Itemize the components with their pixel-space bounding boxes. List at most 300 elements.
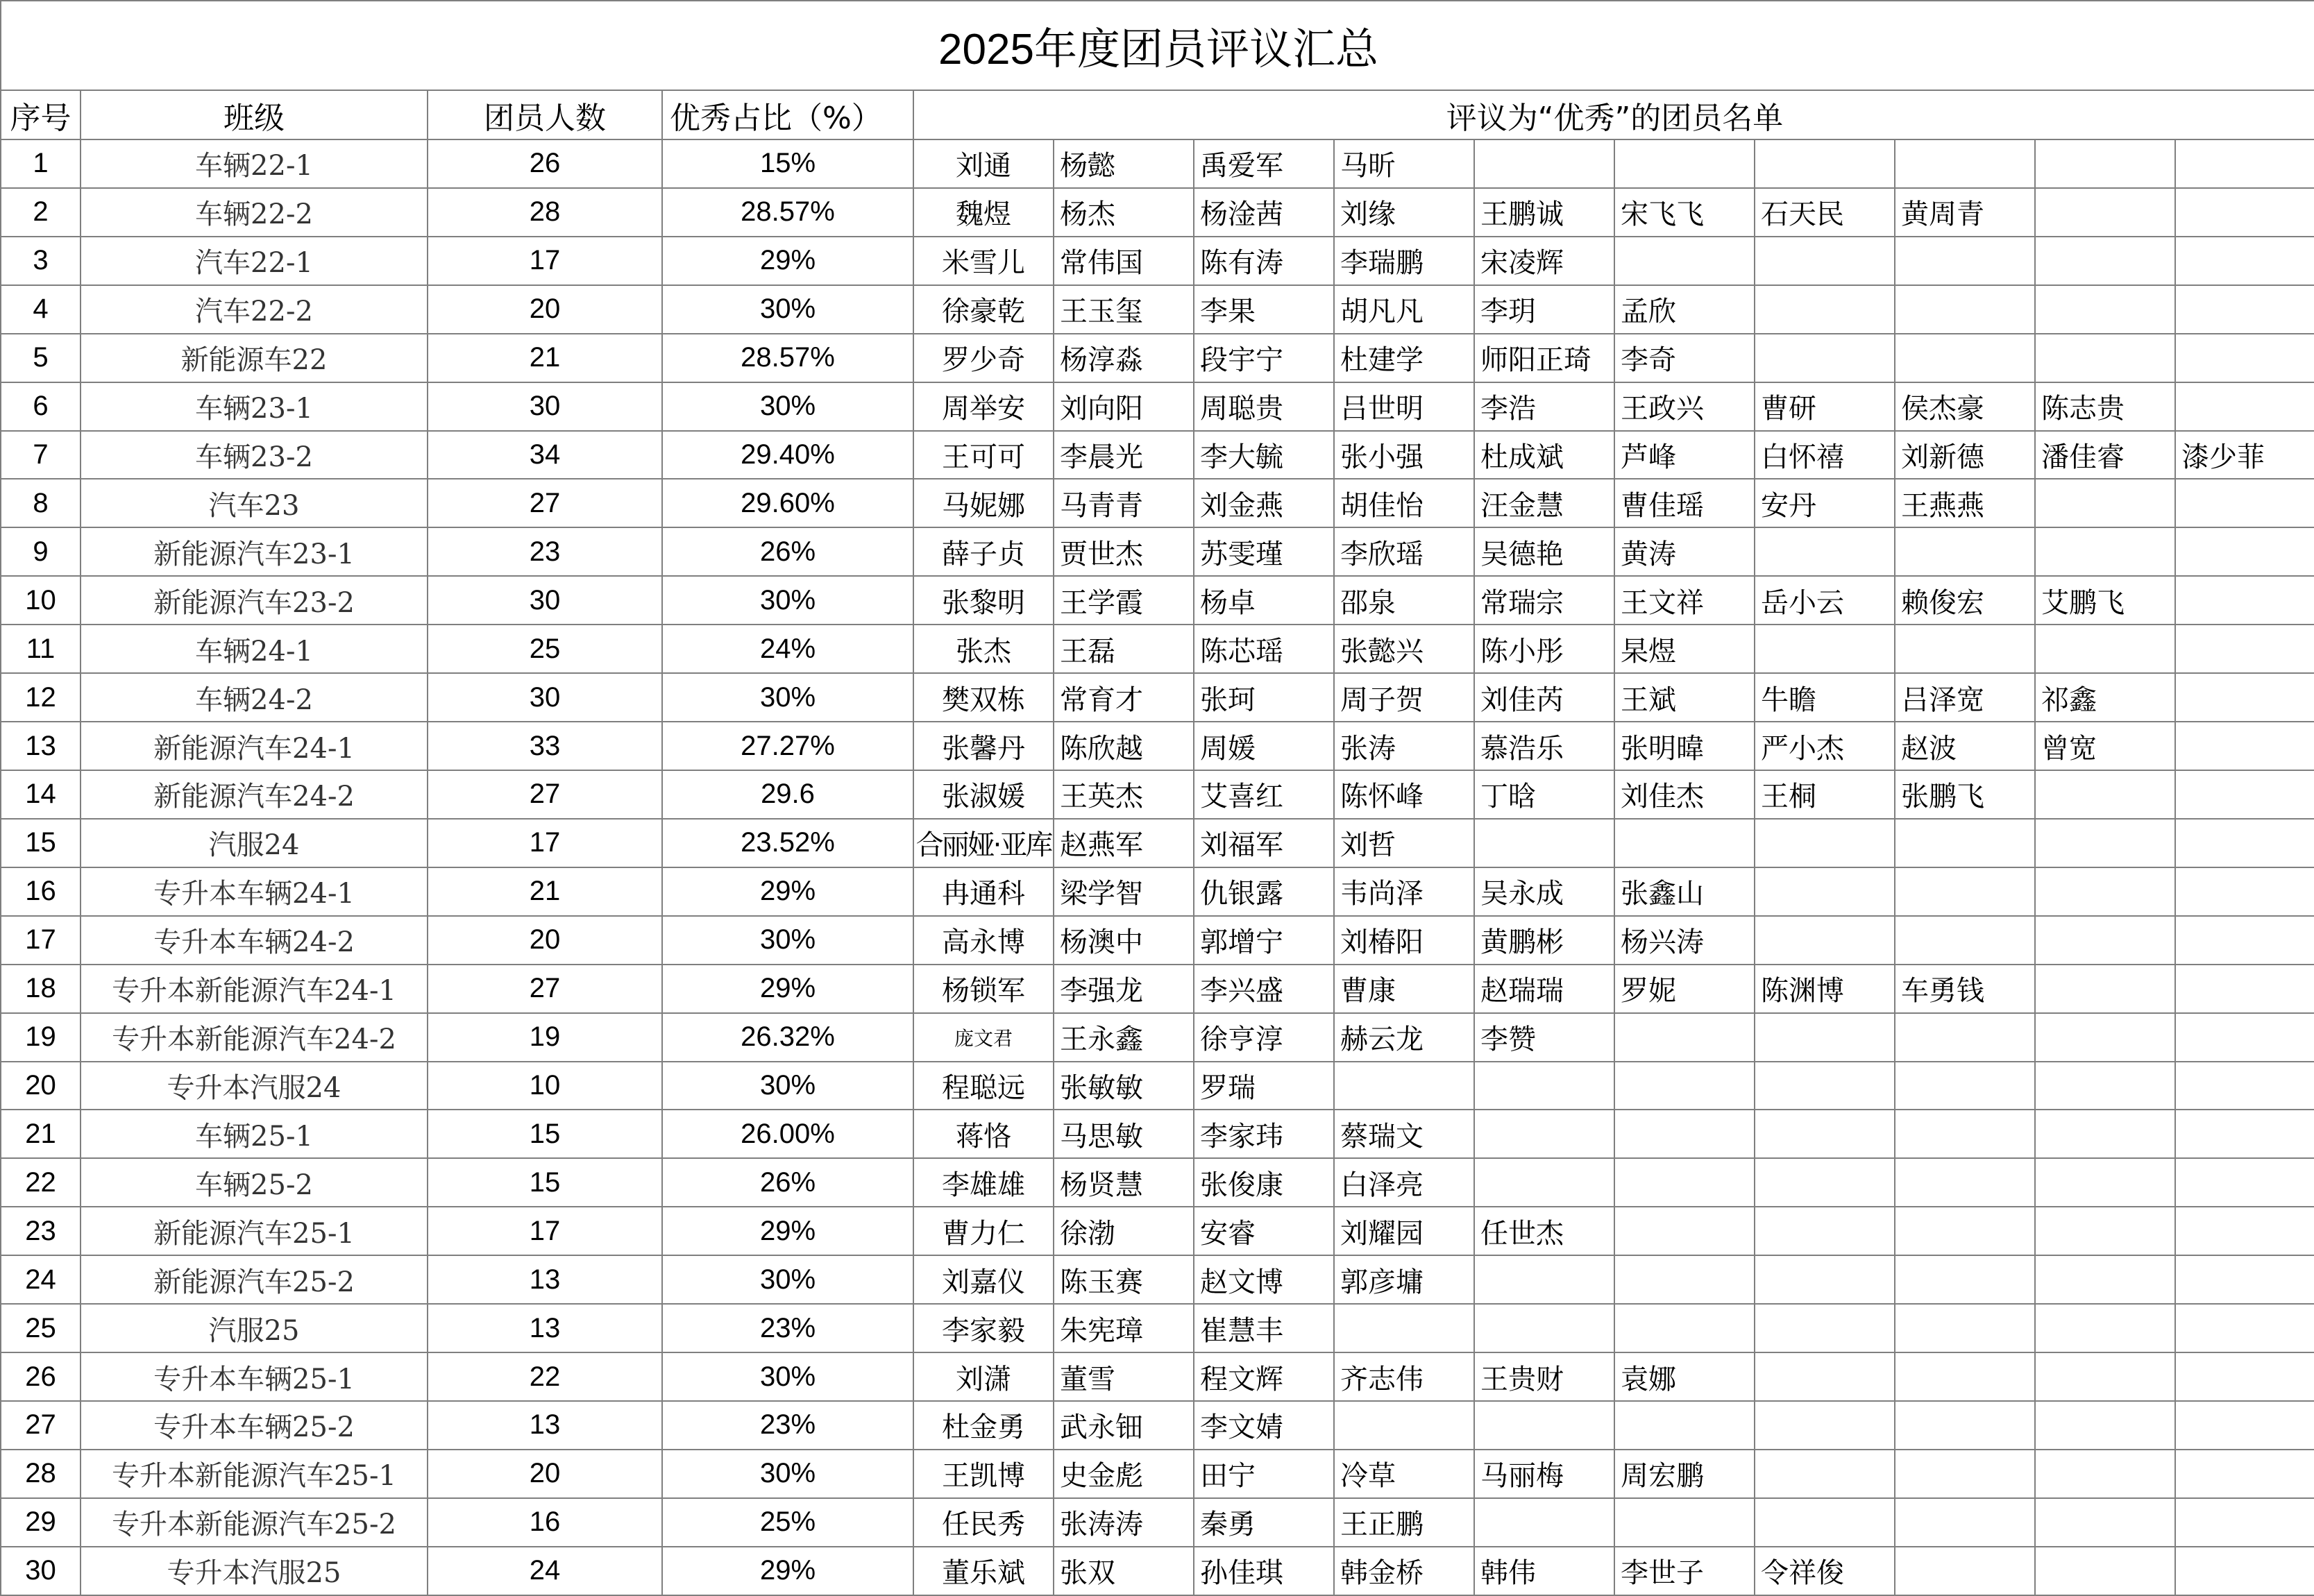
cell-name: 张懿兴 xyxy=(1334,625,1474,673)
cell-name: 祁鑫 xyxy=(2035,673,2175,722)
cell-name: 崔慧丰 xyxy=(1194,1304,1334,1352)
cell-count: 20 xyxy=(428,285,662,334)
cell-name: 段宇宁 xyxy=(1194,334,1334,382)
cell-name xyxy=(1474,1062,1614,1110)
cell-class: 专升本汽服24 xyxy=(81,1062,428,1110)
cell-name: 米雪儿 xyxy=(913,237,1054,285)
cell-name: 赵瑞瑞 xyxy=(1474,965,1614,1013)
cell-name: 马青青 xyxy=(1054,479,1194,527)
cell-name: 岳小云 xyxy=(1755,576,1895,625)
cell-name xyxy=(1755,1207,1895,1255)
cell-pct: 29% xyxy=(662,237,913,285)
cell-name xyxy=(2035,285,2175,334)
table-row xyxy=(1,1013,2314,1062)
cell-name xyxy=(2175,1207,2314,1255)
cell-name: 刘佳芮 xyxy=(1474,673,1614,722)
cell-name xyxy=(2175,1158,2314,1207)
cell-count: 13 xyxy=(428,1255,662,1304)
cell-name: 刘向阳 xyxy=(1054,382,1194,431)
cell-name xyxy=(2175,237,2314,285)
cell-class: 专升本车辆25-1 xyxy=(81,1352,428,1401)
cell-pct: 26% xyxy=(662,527,913,576)
cell-name xyxy=(1474,1498,1614,1547)
cell-count: 16 xyxy=(428,1498,662,1547)
cell-name: 王桐 xyxy=(1755,770,1895,819)
cell-class: 汽车22-1 xyxy=(81,237,428,285)
cell-class: 车辆23-1 xyxy=(81,382,428,431)
cell-name: 张涛涛 xyxy=(1054,1498,1194,1547)
cell-name: 漆少菲 xyxy=(2175,431,2314,479)
cell-seq: 13 xyxy=(1,722,81,770)
cell-name: 梁学智 xyxy=(1054,867,1194,916)
cell-name: 禹爱军 xyxy=(1194,139,1334,188)
cell-name xyxy=(2175,1255,2314,1304)
cell-name: 杨懿 xyxy=(1054,139,1194,188)
cell-name xyxy=(1895,1304,2035,1352)
cell-pct: 29.60% xyxy=(662,479,913,527)
cell-name xyxy=(2175,965,2314,1013)
cell-count: 24 xyxy=(428,1547,662,1595)
cell-seq: 18 xyxy=(1,965,81,1013)
cell-pct: 30% xyxy=(662,1062,913,1110)
cell-name: 杲煜 xyxy=(1614,625,1755,673)
cell-name: 马丽梅 xyxy=(1474,1450,1614,1498)
cell-name xyxy=(1474,1255,1614,1304)
cell-name xyxy=(1895,1352,2035,1401)
cell-name: 周举安 xyxy=(913,382,1054,431)
cell-pct: 23% xyxy=(662,1401,913,1450)
cell-name: 刘椿阳 xyxy=(1334,916,1474,965)
table-row xyxy=(1,1547,2314,1595)
cell-count: 30 xyxy=(428,576,662,625)
cell-name xyxy=(1895,1110,2035,1158)
table-row xyxy=(1,431,2314,479)
cell-name xyxy=(1755,1255,1895,1304)
cell-name: 马妮娜 xyxy=(913,479,1054,527)
cell-seq: 26 xyxy=(1,1352,81,1401)
cell-name: 刘潇 xyxy=(913,1352,1054,1401)
cell-name xyxy=(2175,770,2314,819)
cell-name: 冷草 xyxy=(1334,1450,1474,1498)
cell-name: 艾喜红 xyxy=(1194,770,1334,819)
cell-name xyxy=(1895,1450,2035,1498)
table-row xyxy=(1,527,2314,576)
cell-name: 宋凌辉 xyxy=(1474,237,1614,285)
table-row xyxy=(1,382,2314,431)
cell-seq: 2 xyxy=(1,188,81,237)
cell-name xyxy=(1474,139,1614,188)
cell-name xyxy=(2175,1110,2314,1158)
cell-seq: 4 xyxy=(1,285,81,334)
cell-class: 新能源汽车23-1 xyxy=(81,527,428,576)
cell-name: 胡佳怡 xyxy=(1334,479,1474,527)
cell-name: 武永钿 xyxy=(1054,1401,1194,1450)
cell-name xyxy=(2175,1401,2314,1450)
cell-name: 任世杰 xyxy=(1474,1207,1614,1255)
cell-name xyxy=(2175,1304,2314,1352)
cell-seq: 30 xyxy=(1,1547,81,1595)
cell-name: 周宏鹏 xyxy=(1614,1450,1755,1498)
cell-name: 王玉玺 xyxy=(1054,285,1194,334)
table-row xyxy=(1,1158,2314,1207)
cell-seq: 3 xyxy=(1,237,81,285)
cell-name: 郭增宁 xyxy=(1194,916,1334,965)
cell-name xyxy=(1614,139,1755,188)
cell-class: 专升本新能源汽车25-1 xyxy=(81,1450,428,1498)
cell-name xyxy=(2175,722,2314,770)
cell-name: 曹佳瑶 xyxy=(1614,479,1755,527)
cell-name xyxy=(1614,1304,1755,1352)
cell-class: 新能源汽车23-2 xyxy=(81,576,428,625)
cell-name: 安丹 xyxy=(1755,479,1895,527)
header-pct: 优秀占比（%） xyxy=(662,90,913,139)
cell-seq: 9 xyxy=(1,527,81,576)
cell-name: 白泽亮 xyxy=(1334,1158,1474,1207)
cell-name: 艾鹏飞 xyxy=(2035,576,2175,625)
cell-name: 秦勇 xyxy=(1194,1498,1334,1547)
cell-class: 专升本新能源汽车24-2 xyxy=(81,1013,428,1062)
cell-name: 史金彪 xyxy=(1054,1450,1194,1498)
cell-name: 刘通 xyxy=(913,139,1054,188)
cell-name: 张馨丹 xyxy=(913,722,1054,770)
cell-name xyxy=(1895,1498,2035,1547)
cell-name: 孙佳琪 xyxy=(1194,1547,1334,1595)
cell-name: 常育才 xyxy=(1054,673,1194,722)
cell-name: 贾世杰 xyxy=(1054,527,1194,576)
cell-name xyxy=(1334,1304,1474,1352)
cell-name xyxy=(1895,237,2035,285)
cell-class: 新能源汽车24-2 xyxy=(81,770,428,819)
cell-name: 王鹏诚 xyxy=(1474,188,1614,237)
cell-name: 张涛 xyxy=(1334,722,1474,770)
cell-class: 专升本新能源汽车25-2 xyxy=(81,1498,428,1547)
cell-name: 冉通科 xyxy=(913,867,1054,916)
table-row xyxy=(1,1062,2314,1110)
cell-name: 刘新德 xyxy=(1895,431,2035,479)
cell-name: 程文辉 xyxy=(1194,1352,1334,1401)
cell-name xyxy=(1614,1401,1755,1450)
cell-pct: 26.32% xyxy=(662,1013,913,1062)
cell-name xyxy=(1895,334,2035,382)
cell-pct: 30% xyxy=(662,673,913,722)
cell-name xyxy=(1614,1255,1755,1304)
cell-seq: 23 xyxy=(1,1207,81,1255)
table-row xyxy=(1,1255,2314,1304)
cell-name: 严小杰 xyxy=(1755,722,1895,770)
cell-seq: 20 xyxy=(1,1062,81,1110)
cell-name: 曾宽 xyxy=(2035,722,2175,770)
cell-class: 新能源汽车24-1 xyxy=(81,722,428,770)
cell-name: 韩伟 xyxy=(1474,1547,1614,1595)
cell-name: 赖俊宏 xyxy=(1895,576,2035,625)
cell-name: 徐渤 xyxy=(1054,1207,1194,1255)
table-row xyxy=(1,722,2314,770)
cell-name xyxy=(2175,625,2314,673)
cell-name xyxy=(2175,867,2314,916)
cell-seq: 27 xyxy=(1,1401,81,1450)
cell-name xyxy=(1755,139,1895,188)
cell-pct: 30% xyxy=(662,916,913,965)
cell-count: 25 xyxy=(428,625,662,673)
cell-name xyxy=(1895,527,2035,576)
cell-name: 张淑媛 xyxy=(913,770,1054,819)
cell-name xyxy=(2035,479,2175,527)
cell-name: 师阳正琦 xyxy=(1474,334,1614,382)
cell-name: 王凯博 xyxy=(913,1450,1054,1498)
cell-class: 车辆25-1 xyxy=(81,1110,428,1158)
cell-class: 车辆22-1 xyxy=(81,139,428,188)
cell-name: 周媛 xyxy=(1194,722,1334,770)
cell-count: 13 xyxy=(428,1401,662,1450)
cell-name: 胡凡凡 xyxy=(1334,285,1474,334)
cell-name: 黄涛 xyxy=(1614,527,1755,576)
cell-name xyxy=(1755,1013,1895,1062)
cell-name xyxy=(1755,527,1895,576)
cell-name xyxy=(1895,625,2035,673)
cell-name xyxy=(2175,188,2314,237)
cell-name xyxy=(2035,1110,2175,1158)
cell-name: 孟欣 xyxy=(1614,285,1755,334)
cell-name xyxy=(1614,1013,1755,1062)
cell-name xyxy=(1614,1158,1755,1207)
cell-name: 常瑞宗 xyxy=(1474,576,1614,625)
cell-name: 董雪 xyxy=(1054,1352,1194,1401)
cell-name: 马昕 xyxy=(1334,139,1474,188)
cell-name: 刘佳杰 xyxy=(1614,770,1755,819)
cell-name: 陈有涛 xyxy=(1194,237,1334,285)
cell-name: 杜金勇 xyxy=(913,1401,1054,1450)
cell-name xyxy=(2035,1547,2175,1595)
cell-name: 黄周青 xyxy=(1895,188,2035,237)
cell-class: 新能源汽车25-2 xyxy=(81,1255,428,1304)
cell-seq: 24 xyxy=(1,1255,81,1304)
cell-seq: 16 xyxy=(1,867,81,916)
cell-name: 李文婧 xyxy=(1194,1401,1334,1450)
cell-count: 10 xyxy=(428,1062,662,1110)
cell-name xyxy=(2035,139,2175,188)
cell-pct: 29.40% xyxy=(662,431,913,479)
cell-pct: 29% xyxy=(662,867,913,916)
cell-pct: 30% xyxy=(662,1352,913,1401)
cell-class: 车辆24-1 xyxy=(81,625,428,673)
cell-seq: 6 xyxy=(1,382,81,431)
cell-name: 韩金桥 xyxy=(1334,1547,1474,1595)
header-seq: 序号 xyxy=(1,90,81,139)
cell-seq: 19 xyxy=(1,1013,81,1062)
cell-name: 邵泉 xyxy=(1334,576,1474,625)
table-row xyxy=(1,188,2314,237)
cell-seq: 8 xyxy=(1,479,81,527)
cell-name xyxy=(2035,1013,2175,1062)
cell-name xyxy=(1755,334,1895,382)
cell-count: 27 xyxy=(428,965,662,1013)
cell-name: 杜成斌 xyxy=(1474,431,1614,479)
cell-name: 高永博 xyxy=(913,916,1054,965)
cell-name: 白怀禧 xyxy=(1755,431,1895,479)
cell-name: 常伟国 xyxy=(1054,237,1194,285)
cell-seq: 10 xyxy=(1,576,81,625)
table-row xyxy=(1,1207,2314,1255)
cell-name: 张鑫山 xyxy=(1614,867,1755,916)
cell-name xyxy=(2175,479,2314,527)
cell-name xyxy=(1895,139,2035,188)
cell-name: 曹力仁 xyxy=(913,1207,1054,1255)
cell-pct: 25% xyxy=(662,1498,913,1547)
cell-count: 17 xyxy=(428,237,662,285)
cell-seq: 5 xyxy=(1,334,81,382)
cell-name xyxy=(2175,576,2314,625)
cell-class: 专升本新能源汽车24-1 xyxy=(81,965,428,1013)
table-row xyxy=(1,1498,2314,1547)
cell-name: 王学霞 xyxy=(1054,576,1194,625)
cell-name xyxy=(1474,1110,1614,1158)
table-row xyxy=(1,1450,2314,1498)
cell-name xyxy=(1755,1450,1895,1498)
cell-name xyxy=(2035,965,2175,1013)
cell-name: 李奇 xyxy=(1614,334,1755,382)
cell-pct: 30% xyxy=(662,382,913,431)
table-row xyxy=(1,285,2314,334)
table-row xyxy=(1,237,2314,285)
cell-pct: 28.57% xyxy=(662,334,913,382)
cell-name: 刘嘉仪 xyxy=(913,1255,1054,1304)
cell-name xyxy=(1755,1352,1895,1401)
cell-name xyxy=(1755,867,1895,916)
cell-seq: 1 xyxy=(1,139,81,188)
cell-count: 21 xyxy=(428,334,662,382)
cell-name xyxy=(2175,1352,2314,1401)
cell-name: 王英杰 xyxy=(1054,770,1194,819)
cell-class: 专升本车辆25-2 xyxy=(81,1401,428,1450)
cell-name xyxy=(1895,1207,2035,1255)
header-count: 团员人数 xyxy=(428,90,662,139)
cell-name xyxy=(1474,1304,1614,1352)
cell-name: 潘佳睿 xyxy=(2035,431,2175,479)
cell-name: 王永鑫 xyxy=(1054,1013,1194,1062)
cell-name xyxy=(1895,916,2035,965)
cell-name: 陈渊博 xyxy=(1755,965,1895,1013)
cell-name: 石天民 xyxy=(1755,188,1895,237)
table-row xyxy=(1,867,2314,916)
cell-name: 王贵财 xyxy=(1474,1352,1614,1401)
table-row xyxy=(1,916,2314,965)
cell-name xyxy=(2035,1158,2175,1207)
cell-name xyxy=(1755,819,1895,867)
cell-pct: 26% xyxy=(662,1158,913,1207)
cell-name xyxy=(1614,1207,1755,1255)
cell-name xyxy=(1755,916,1895,965)
cell-name xyxy=(1614,237,1755,285)
cell-class: 专升本车辆24-1 xyxy=(81,867,428,916)
cell-name: 吕世明 xyxy=(1334,382,1474,431)
cell-name xyxy=(2035,188,2175,237)
cell-name: 陈玉赛 xyxy=(1054,1255,1194,1304)
table-row xyxy=(1,479,2314,527)
cell-name: 杨淦茜 xyxy=(1194,188,1334,237)
cell-pct: 15% xyxy=(662,139,913,188)
cell-name xyxy=(2035,916,2175,965)
table-row xyxy=(1,819,2314,867)
cell-name: 王政兴 xyxy=(1614,382,1755,431)
cell-name: 王磊 xyxy=(1054,625,1194,673)
cell-name xyxy=(2035,819,2175,867)
cell-pct: 23% xyxy=(662,1304,913,1352)
cell-count: 15 xyxy=(428,1158,662,1207)
cell-pct: 29.6 xyxy=(662,770,913,819)
cell-name xyxy=(2035,1352,2175,1401)
cell-name: 周聪贵 xyxy=(1194,382,1334,431)
cell-name: 吴永成 xyxy=(1474,867,1614,916)
cell-name xyxy=(2035,625,2175,673)
cell-pct: 28.57% xyxy=(662,188,913,237)
cell-count: 17 xyxy=(428,1207,662,1255)
cell-name xyxy=(1755,1062,1895,1110)
cell-name: 车勇钱 xyxy=(1895,965,2035,1013)
cell-count: 20 xyxy=(428,916,662,965)
cell-name: 赵文博 xyxy=(1194,1255,1334,1304)
cell-name xyxy=(1895,1062,2035,1110)
cell-name: 李玥 xyxy=(1474,285,1614,334)
cell-class: 车辆25-2 xyxy=(81,1158,428,1207)
cell-name: 张双 xyxy=(1054,1547,1194,1595)
cell-count: 23 xyxy=(428,527,662,576)
cell-count: 15 xyxy=(428,1110,662,1158)
cell-count: 20 xyxy=(428,1450,662,1498)
cell-name: 张敏敏 xyxy=(1054,1062,1194,1110)
cell-pct: 24% xyxy=(662,625,913,673)
cell-name xyxy=(1334,1062,1474,1110)
table-row xyxy=(1,576,2314,625)
cell-name: 徐豪乾 xyxy=(913,285,1054,334)
page-title: 2025年度团员评议汇总 xyxy=(1,1,2314,90)
cell-name: 陈怀峰 xyxy=(1334,770,1474,819)
table-row xyxy=(1,625,2314,673)
table-row xyxy=(1,1352,2314,1401)
cell-count: 28 xyxy=(428,188,662,237)
table-row xyxy=(1,673,2314,722)
cell-name: 赵燕军 xyxy=(1054,819,1194,867)
table-row xyxy=(1,1304,2314,1352)
cell-name: 吕泽宽 xyxy=(1895,673,2035,722)
cell-class: 汽车22-2 xyxy=(81,285,428,334)
cell-name: 牛瞻 xyxy=(1755,673,1895,722)
cell-pct: 29% xyxy=(662,1547,913,1595)
cell-name: 张杰 xyxy=(913,625,1054,673)
cell-name: 蒋恪 xyxy=(913,1110,1054,1158)
cell-name xyxy=(1614,1110,1755,1158)
cell-pct: 30% xyxy=(662,1450,913,1498)
cell-name xyxy=(1334,1401,1474,1450)
cell-name: 齐志伟 xyxy=(1334,1352,1474,1401)
cell-name: 黄鹏彬 xyxy=(1474,916,1614,965)
cell-name: 杨卓 xyxy=(1194,576,1334,625)
cell-name: 刘哲 xyxy=(1334,819,1474,867)
header-names: 评议为“优秀”的团员名单 xyxy=(913,90,2314,139)
cell-name: 李世子 xyxy=(1614,1547,1755,1595)
cell-name xyxy=(1614,1062,1755,1110)
cell-name xyxy=(1895,819,2035,867)
cell-name: 李瑞鹏 xyxy=(1334,237,1474,285)
cell-name: 王斌 xyxy=(1614,673,1755,722)
cell-name: 马思敏 xyxy=(1054,1110,1194,1158)
cell-count: 30 xyxy=(428,673,662,722)
cell-name xyxy=(2035,1062,2175,1110)
cell-name xyxy=(2175,527,2314,576)
cell-name: 程聪远 xyxy=(913,1062,1054,1110)
cell-name: 汪金慧 xyxy=(1474,479,1614,527)
cell-seq: 12 xyxy=(1,673,81,722)
cell-name xyxy=(2035,1498,2175,1547)
